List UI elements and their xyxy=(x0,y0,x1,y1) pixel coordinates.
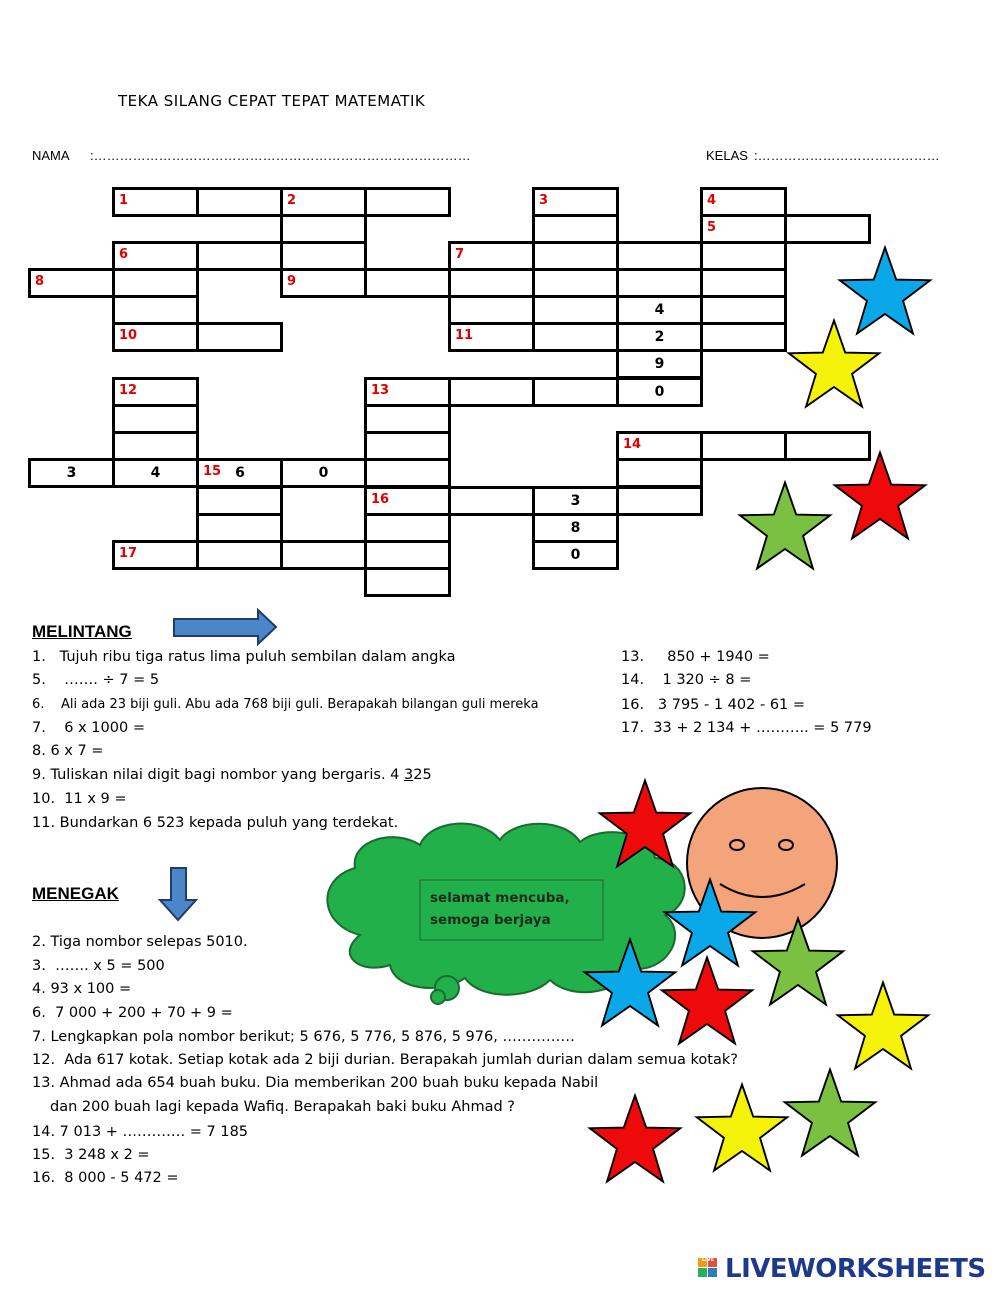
clue-down: dan 200 buah lagi kepada Wafiq. Berapakah baki buku Ahmad ? xyxy=(50,1099,515,1115)
clue-number-9: 9 xyxy=(287,274,297,289)
clue-number-11: 11 xyxy=(455,328,474,343)
given-digit: 9 xyxy=(654,356,665,372)
liveworksheets-logo: LIVEWORKSHEETS xyxy=(725,1254,986,1284)
clue-across: 13. 850 + 1940 = xyxy=(621,649,770,665)
clue-across: 6. Ali ada 23 biji guli. Abu ada 768 biji guli. Berapakah bilangan guli mereka xyxy=(32,697,539,712)
clue-down: 6. 7 000 + 200 + 70 + 9 = xyxy=(32,1005,233,1021)
star-icon xyxy=(835,453,925,539)
given-digit: 4 xyxy=(150,465,161,481)
clue-across: 17. 33 + 2 134 + ……….. = 5 779 xyxy=(621,720,872,736)
clue-across: 8. 6 x 7 = xyxy=(32,743,104,759)
clue-number-6: 6 xyxy=(119,247,129,262)
clue-across: 1. Tujuh ribu tiga ratus lima puluh sembilan dalam angka xyxy=(32,649,456,665)
clue-number-4: 4 xyxy=(707,193,717,208)
clue-across: 16. 3 795 - 1 402 - 61 = xyxy=(621,697,806,713)
clue-number-3: 3 xyxy=(539,193,549,208)
clue-number-12: 12 xyxy=(119,383,138,398)
given-digit: 6 xyxy=(235,465,245,481)
clue-number-7: 7 xyxy=(455,247,465,262)
clue-across: 9. Tuliskan nilai digit bagi nombor yang bergaris. 4 325 xyxy=(32,767,432,783)
clue-across: 5. ……. ÷ 7 = 5 xyxy=(32,672,160,688)
clue-across: 14. 1 320 ÷ 8 = xyxy=(621,672,752,688)
given-digit: 4 xyxy=(654,302,665,318)
given-digit: 8 xyxy=(570,520,581,536)
kelas-label: KELAS xyxy=(706,148,748,163)
clue-down: 16. 8 000 - 5 472 = xyxy=(32,1170,179,1186)
star-icon xyxy=(697,1085,787,1171)
clue-number-15: 15 xyxy=(203,464,222,479)
given-digit: 0 xyxy=(318,465,329,481)
nama-label: NAMA xyxy=(32,148,70,163)
clue-down: 14. 7 013 + …………. = 7 185 xyxy=(32,1124,249,1140)
clue-number-10: 10 xyxy=(119,328,138,343)
star-icon xyxy=(838,983,928,1069)
kelas-field[interactable]: :…………………………………… xyxy=(754,148,940,163)
arrow-right-icon xyxy=(174,610,276,644)
clue-number-5: 5 xyxy=(707,220,717,235)
star-icon xyxy=(590,1096,680,1182)
nama-field[interactable]: :…………………………………………………………………………… xyxy=(90,148,471,163)
given-digit: 0 xyxy=(570,547,581,563)
given-digit: 3 xyxy=(570,493,581,509)
clue-down: 12. Ada 617 kotak. Setiap kotak ada 2 biji durian. Berapakah jumlah durian dalam semua kotak? xyxy=(32,1052,738,1068)
clue-down: 4. 93 x 100 = xyxy=(32,981,132,997)
encouragement-text xyxy=(430,887,570,931)
given-digit: 3 xyxy=(66,465,77,481)
clue-number-8: 8 xyxy=(35,274,45,289)
clue-down: 13. Ahmad ada 654 buah buku. Dia memberikan 200 buah buku kepada Nabil xyxy=(32,1075,599,1091)
clue-number-13: 13 xyxy=(371,383,390,398)
encouragement-line-1: selamat mencuba, xyxy=(430,890,570,906)
arrow-down-icon xyxy=(160,868,196,920)
page-title: TEKA SILANG CEPAT TEPAT MATEMATIK xyxy=(118,92,426,110)
clue-down: 3. ……. x 5 = 500 xyxy=(32,958,165,974)
star-icon xyxy=(840,248,930,334)
clue-number-1: 1 xyxy=(119,193,129,208)
menegak-heading: MENEGAK xyxy=(32,884,119,903)
clue-number-16: 16 xyxy=(371,492,390,507)
clue-down: 2. Tiga nombor selepas 5010. xyxy=(32,934,248,950)
clue-down: 15. 3 248 x 2 = xyxy=(32,1147,150,1163)
star-icon xyxy=(789,321,879,407)
clue-across: 10. 11 x 9 = xyxy=(32,791,127,807)
star-icon xyxy=(662,958,752,1044)
encouragement-line-2: semoga berjaya xyxy=(430,912,551,928)
clue-number-14: 14 xyxy=(623,437,642,452)
clue-number-2: 2 xyxy=(287,193,297,208)
logo-side-text: LIVE xyxy=(701,1257,715,1263)
clue-number-17: 17 xyxy=(119,546,138,561)
clue-across: 11. Bundarkan 6 523 kepada puluh yang terdekat. xyxy=(32,815,399,831)
clue-down: 7. Lengkapkan pola nombor berikut; 5 676, 5 776, 5 876, 5 976, …………… xyxy=(32,1029,575,1045)
melintang-heading: MELINTANG xyxy=(32,622,132,641)
given-digit: 0 xyxy=(654,384,665,400)
star-icon xyxy=(785,1070,875,1156)
star-icon xyxy=(740,483,830,569)
clue-across: 7. 6 x 1000 = xyxy=(32,720,145,736)
given-digit: 2 xyxy=(654,329,665,345)
